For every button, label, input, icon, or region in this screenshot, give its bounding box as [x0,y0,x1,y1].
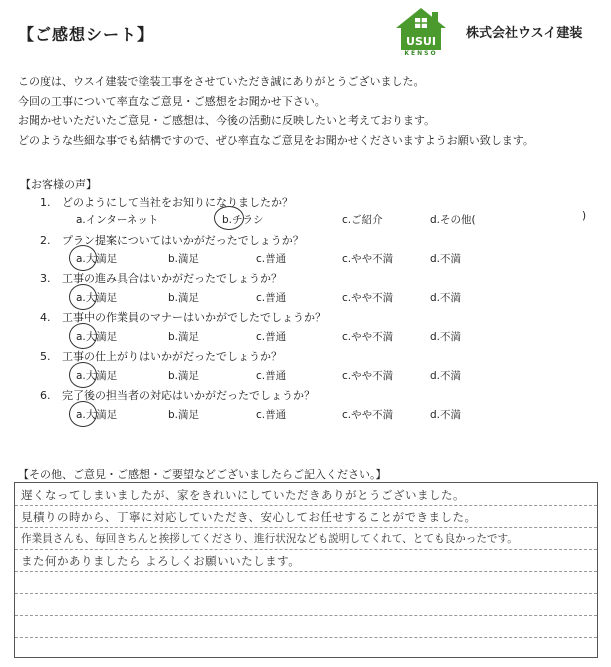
option-a[interactable]: a.インターネット [76,214,159,226]
question-number: 6. [40,389,51,402]
question-number: 5. [40,350,51,363]
ruled-line [15,549,597,550]
question-5 [40,348,282,364]
option-b[interactable]: b.満足 [168,331,200,343]
option-c[interactable]: c.普通 [256,370,287,382]
option-c2[interactable]: c.やや不満 [342,331,394,343]
option-d[interactable]: d.不満 [430,292,462,304]
ruled-line [15,505,597,506]
ruled-line [15,571,597,572]
option-b[interactable]: b.チラシ [222,214,264,226]
remarks-box[interactable] [14,482,598,658]
question-text: 工事の仕上がりはいかがだったでしょうか？ [62,350,282,363]
option-b[interactable]: b.満足 [168,370,200,382]
question-number: 2. [40,234,51,247]
intro-line: 今回の工事について率直なご意見・ご感想をお聞かせ下さい。 [18,94,326,108]
intro-text [18,72,598,150]
remarks-heading: 【その他、ご意見・ご感想・ご要望などございましたらご記入ください。】 [18,468,387,481]
option-d[interactable]: d.不満 [430,331,462,343]
handwritten-line: また何かありましたら よろしくお願いいたします。 [21,554,301,568]
ruled-line [15,615,597,616]
option-d[interactable]: d.その他( [430,214,476,226]
logo-subtext: KENSO [404,50,438,57]
option-a[interactable]: a.大満足 [76,253,118,265]
answer-circle [69,362,97,388]
handwritten-line: 見積りの時から、丁寧に対応していただき、安心してお任せすることができました。 [21,510,477,524]
option-c2[interactable]: c.やや不満 [342,370,394,382]
option-c2[interactable]: c.やや不満 [342,253,394,265]
question-1 [40,194,293,210]
question-3 [40,270,282,286]
question-text: どのようにして当社をお知りになりましたか？ [62,196,293,209]
handwritten-line: 遅くなってしまいましたが、家をきれいにしていただきありがとうございました。 [21,488,465,502]
handwritten-line: 作業員さんも、毎回きちんと挨拶してくださり、進行状況なども説明してくれて、とても良かったです。 [21,533,518,545]
answer-circle [69,245,97,271]
ruled-line [15,593,597,594]
question-text: 完了後の担当者の対応はいかがだったでしょうか？ [62,389,315,402]
logo-text: USUI [406,35,436,48]
ruled-line [15,527,597,528]
customer-voice-heading: 【お客様の声】 [20,178,97,191]
answer-circle [69,323,97,349]
company-name: 株式会社ウスイ建装 [466,26,583,41]
question-text: 工事中の作業員のマナーはいかがでしたでしょうか？ [62,311,326,324]
option-c[interactable]: c.ご紹介 [342,214,383,226]
option-d[interactable]: d.不満 [430,253,462,265]
ruled-line [15,637,597,638]
option-d-close-paren: ) [582,210,587,222]
option-c2[interactable]: c.やや不満 [342,292,394,304]
option-b[interactable]: b.満足 [168,253,200,265]
intro-line: どのような些細な事でも結構ですので、ぜひ率直なご意見をお聞かせくださいますようお願い致します。 [18,133,534,147]
option-c2[interactable]: c.やや不満 [342,409,394,421]
option-d[interactable]: d.不満 [430,409,462,421]
answer-circle [69,401,97,427]
option-a[interactable]: a.大満足 [76,409,118,421]
answer-circle [214,206,244,230]
question-number: 3. [40,272,51,285]
option-d[interactable]: d.不満 [430,370,462,382]
option-b[interactable]: b.満足 [168,409,200,421]
question-number: 1. [40,196,51,209]
option-c[interactable]: c.普通 [256,331,287,343]
option-a[interactable]: a.大満足 [76,331,118,343]
sheet-title: 【ご感想シート】 [18,25,155,44]
option-a[interactable]: a.大満足 [76,292,118,304]
intro-line: お聞かせいただいたご意見・ご感想は、今後の活動に反映したいと考えております。 [18,114,436,127]
option-c[interactable]: c.普通 [256,409,287,421]
question-text: 工事の進み具合はいかがだったでしょうか？ [62,272,282,285]
option-c[interactable]: c.普通 [256,292,287,304]
option-c[interactable]: c.普通 [256,253,287,265]
intro-line: この度は、ウスイ建装で塗装工事をさせていただき誠にありがとうございました。 [18,75,425,88]
answer-circle [69,284,97,310]
question-text: プラン提案についてはいかがだったでしょうか？ [62,234,304,247]
question-number: 4. [40,311,51,324]
option-b[interactable]: b.満足 [168,292,200,304]
option-a[interactable]: a.大満足 [76,370,118,382]
